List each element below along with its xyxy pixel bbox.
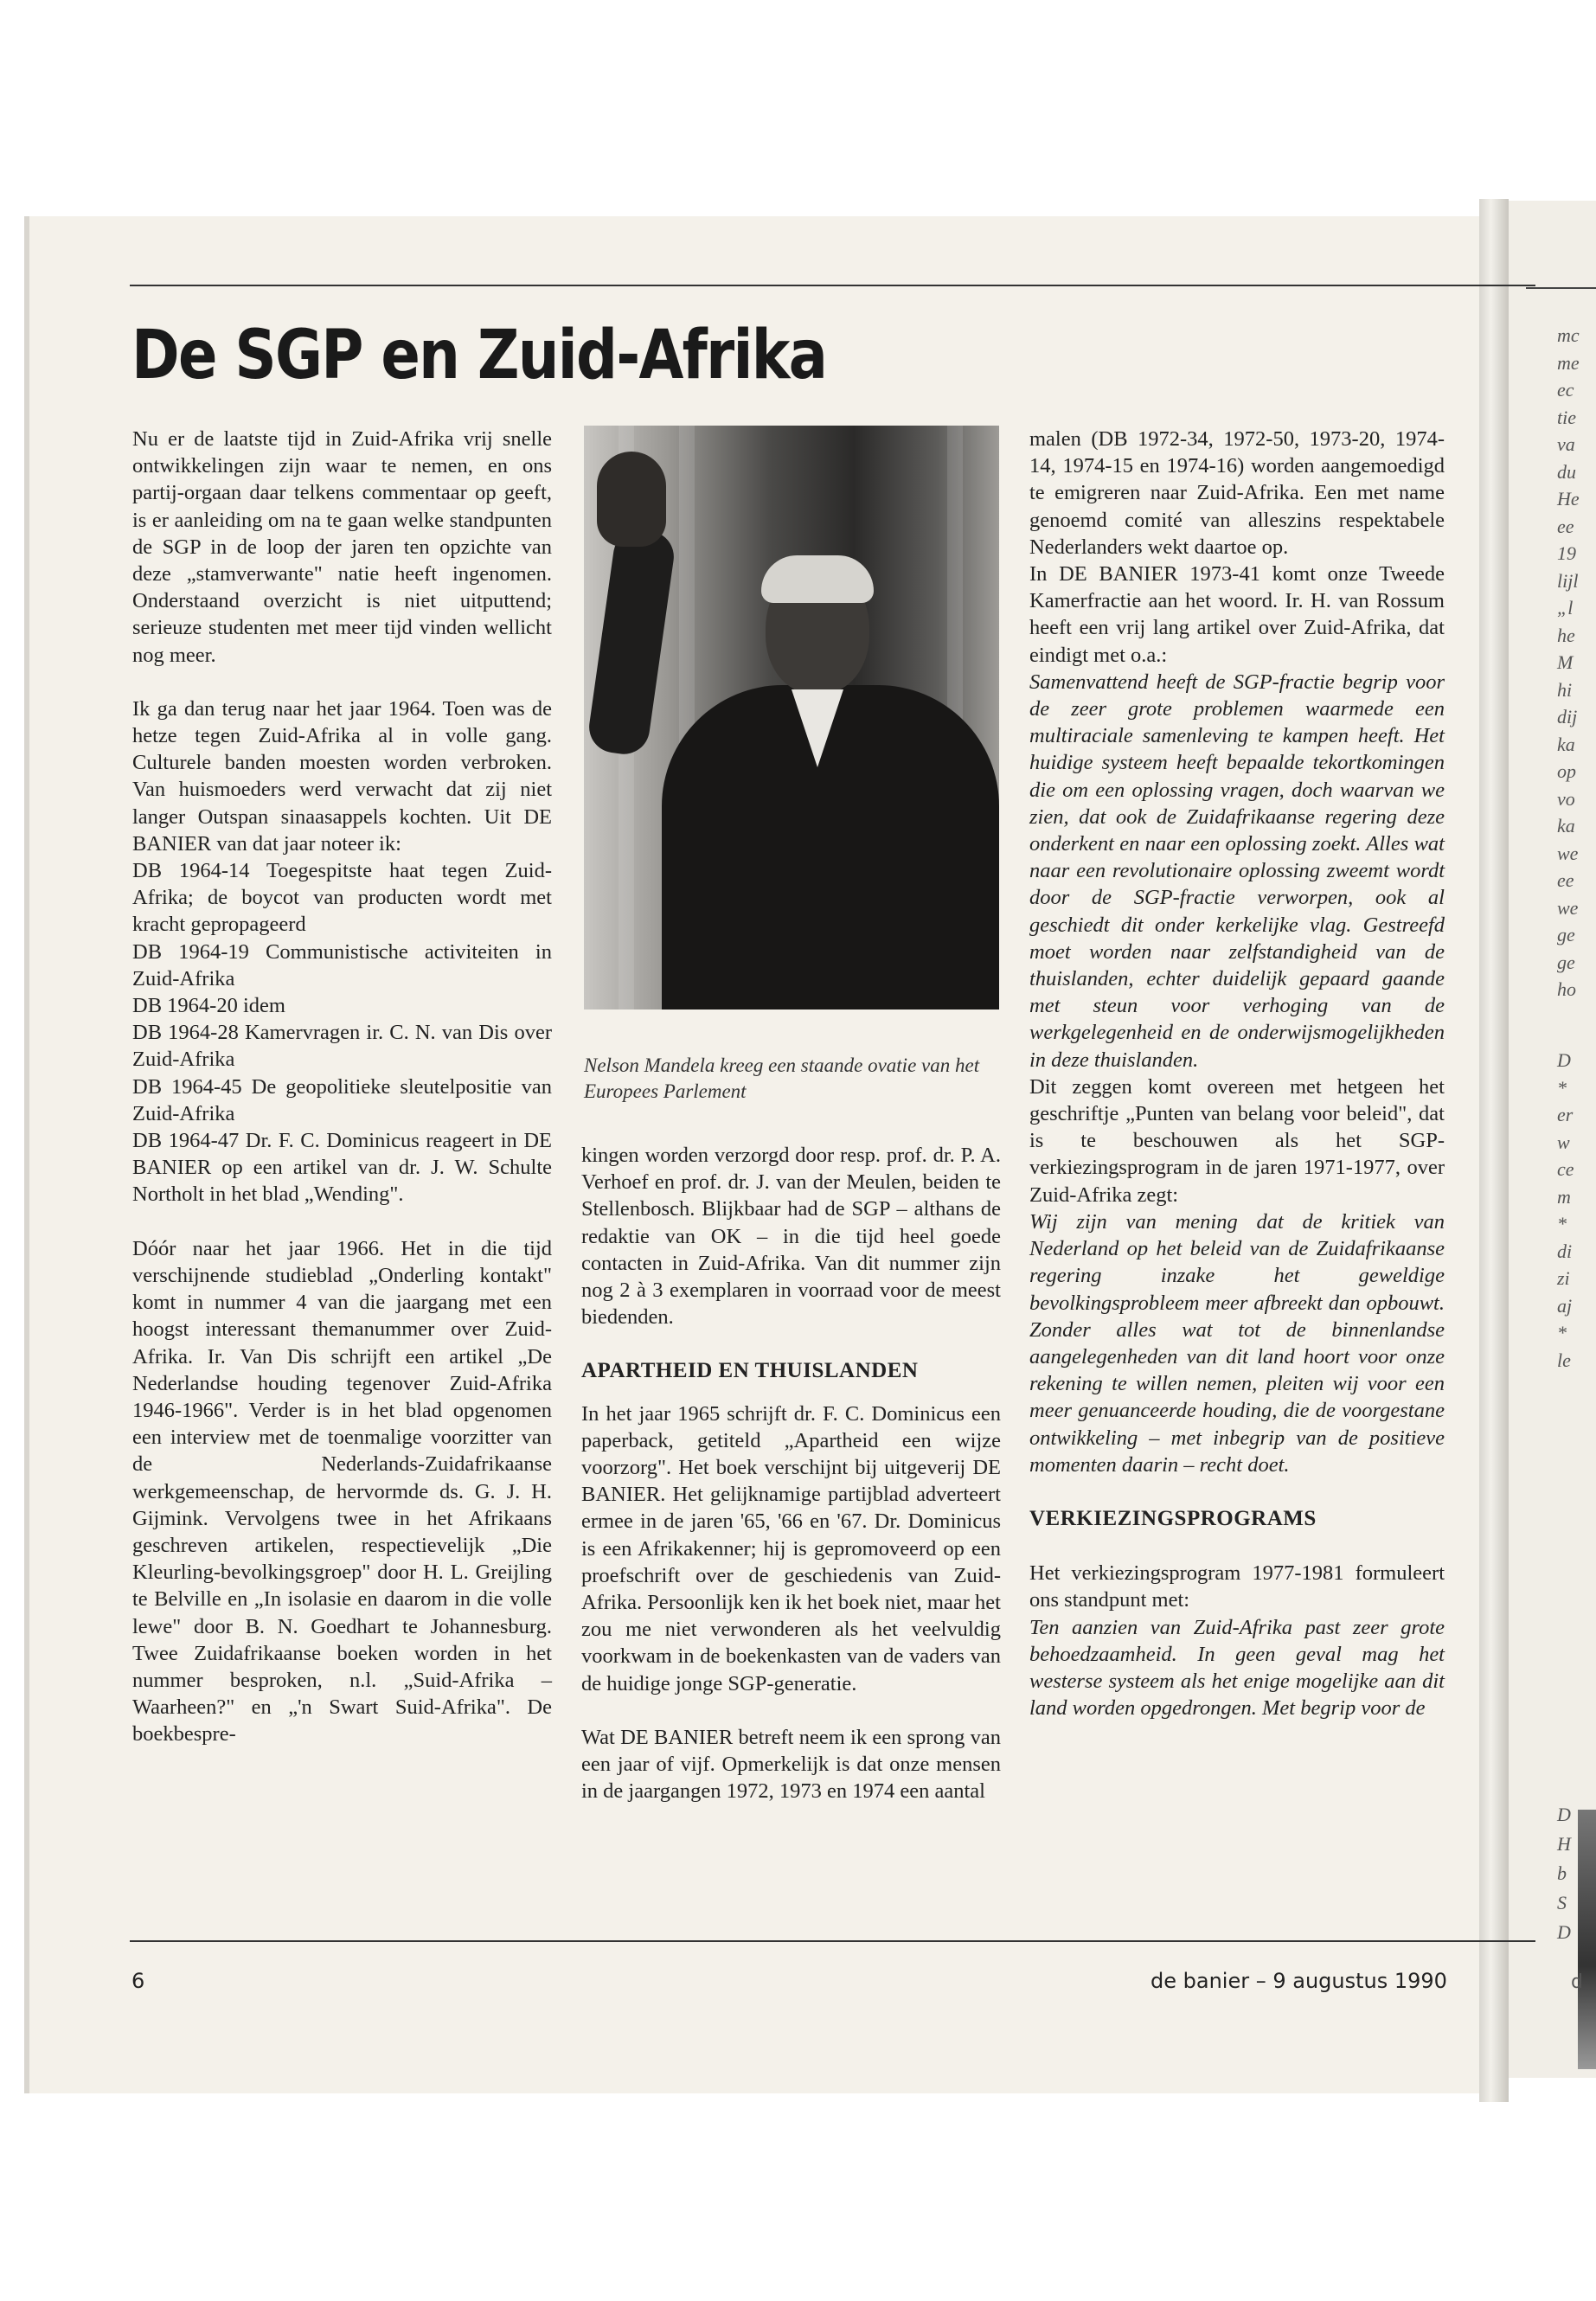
next-page-fragment: dij — [1557, 706, 1578, 727]
next-page-fragment: ka — [1557, 815, 1575, 836]
mandela-photo — [584, 426, 999, 1009]
photo-figure-hand — [597, 452, 666, 547]
next-page-fragment: D — [1557, 1804, 1571, 1825]
next-page-fragment: D — [1557, 1049, 1571, 1071]
next-page-fragment: 19 — [1557, 542, 1576, 564]
page-spine — [1479, 199, 1509, 2102]
next-page-fragment: ho — [1557, 978, 1576, 1000]
heading-apartheid: APARTHEID EN THUISLANDEN — [581, 1359, 919, 1383]
next-page-fragment: aj — [1557, 1294, 1573, 1317]
next-page-fragment: le — [1557, 1349, 1571, 1371]
next-page-fragment: hi — [1557, 678, 1573, 701]
paragraph-punten-van-belang: Dit zeggen komt overeen met hetgeen het geschriftje „Punten van belang voor beleid", dat is te beschouwen als het SGP-verkiezingsprogram in de jaren 1971-1977, over Zuid-Afrika zegt: — [1029, 1074, 1445, 1207]
quote-program-1971: Wij zijn van mening dat de kritiek van Nederland op het beleid van de Zuidafrikaanse regering inzake het geweldige bevolkingsprobleem meer afbreekt dan opbouwt. Zonder alles wat tot de binnenlandse aangelegenheden van dit land hoort voor onze rekening te willen nemen, pleiten wij voor een meer genuanceerde houding, die de voorgestane ontwikkeling – met inbegrip van de positieve momenten daarin – recht doet. — [1029, 1209, 1445, 1477]
next-page-fragment: ce — [1557, 1158, 1574, 1180]
next-page-photo-edge — [1578, 1810, 1596, 2069]
photo-figure-body — [662, 685, 999, 1009]
next-page-fragment: w — [1557, 1131, 1570, 1153]
paragraph-banier-sprong: Wat DE BANIER betreft neem ik een sprong van een jaar of vijf. Opmerkelijk is dat onze mensen in de jaargangen 1972, 1973 en 1974 een aantal — [581, 1725, 1001, 1804]
next-page-fragment: * — [1557, 1322, 1567, 1343]
paragraph-1965: In het jaar 1965 schrijft dr. F. C. Dominicus een paperback, getiteld „Apartheid een wijze voorzorg". Het boek verschijnt bij uitgeverij DE BANIER. Het gelijknamige partijblad adverteert ermee in de jaren '65, '66 en '67. Dr. Dominicus is een Afrikakenner; hij is gepromoveerd op een proefschrift over de geschiedenis van Zuid-Afrika. Persoonlijk ken ik het boek niet, maar het zou me niet verwonderen als het veelvuldig voorkwam in de boekenkasten van de vaders van de huidige jonge SGP-generatie. — [581, 1401, 1001, 1695]
next-page-fragment: ee — [1557, 515, 1574, 537]
next-page-fragment: zi — [1557, 1267, 1570, 1289]
top-rule — [130, 285, 1535, 286]
next-page-fragment: * — [1557, 1213, 1567, 1234]
next-page-fragment: b — [1557, 1862, 1567, 1884]
paragraph-intro: Nu er de laatste tijd in Zuid-Afrika vrij snelle ontwikkelingen zijn waar te nemen, en ons partij-orgaan daar telkens commentaar op geeft, is er aanleiding om na te gaan welke standpunten de SGP in de loop der jaren ten opzichte van deze „stamverwante" natie heeft ingenomen. Onderstaand overzicht is niet uitputtend; serieuze studenten met meer tijd vinden wellicht nog meer. — [132, 427, 552, 667]
quote-program-1977: Ten aanzien van Zuid-Afrika past zeer grote behoedzaamheid. In geen geval mag het westerse systeem als het enige mogelijke aan dit land worden opgedrongen. Met begrip voor de — [1029, 1615, 1445, 1721]
photo-caption: Nelson Mandela kreeg een staande ovatie van het Europees Parlement — [584, 1054, 980, 1102]
next-page-fragment: va — [1557, 433, 1575, 455]
paragraph-1964: Ik ga dan terug naar het jaar 1964. Toen was de hetze tegen Zuid-Afrika al in volle gang. Culturele banden moesten worden verbroken. Van huismoeders werd verwacht dat zij niet langer Outspan sinaasappels kochten. Uit DE BANIER van dat jaar noteer ik: DB 1964-14 Toegespitste haat tegen Zuid-Afrika; de boycot van producten wordt met kracht gepropageerd DB 1964-19 Communistische activiteiten in Zuid-Afrika DB 1964-20 idem DB 1964-28 Kamervragen ir. C. N. van Dis over Zuid-Afrika DB 1964-45 De geopolitieke sleutelpositie van Zuid-Afrika DB 1964-47 Dr. F. C. Dominicus reageert in DE BANIER op een artikel van dr. J. W. Schulte Northolt in het blad „Wending". — [132, 696, 552, 1207]
next-page-fragment: ka — [1557, 733, 1575, 755]
paragraph-program-1977: Het verkiezingsprogram 1977-1981 formuleert ons standpunt met: — [1029, 1561, 1445, 1612]
next-page-fragment: we — [1557, 896, 1579, 919]
next-page-fragment: we — [1557, 842, 1579, 864]
next-page-fragment: er — [1557, 1104, 1574, 1125]
next-page-fragment: He — [1557, 488, 1580, 510]
photo-figure-arm — [586, 526, 677, 757]
next-page-fragment: du — [1557, 460, 1576, 483]
next-page-footer: d — [1571, 1971, 1583, 1993]
page-number: 6 — [131, 1969, 145, 1993]
next-page-fragment: ee — [1557, 869, 1574, 891]
next-page-fragment: * — [1557, 1076, 1567, 1099]
photo-figure-hair — [761, 555, 874, 603]
quote-van-rossum: Samenvattend heeft de SGP-fractie begrip voor de zeer grote problemen waarmede een multiraciale samenleving te kampen heeft. Het huidige systeem heeft bepaalde tekortkomingen die om een oplossing vragen, doch waarvan we zien, dat ook de Zuidafrikaanse regering deze onderkent en naar een oplossing zoekt. Alles wat naar een revolutionaire oplossing zweemt wordt door de SGP-fractie verworpen, ook al geschiedt dit onder kerkelijke vlag. Gestreefd moet worden naar zelfstandigheid van de thuislanden, echter duidelijk gepaard gaande met steun voor verhoging van de werkgelegenheid en de onderwijsmogelijkheden in deze thuislanden. — [1029, 670, 1445, 1072]
bottom-rule — [130, 1940, 1535, 1942]
next-page-fragment: mc — [1557, 324, 1580, 346]
next-page-fragment: lijl — [1557, 569, 1579, 592]
next-page-fragment: ge — [1557, 951, 1575, 973]
column-2 — [581, 1142, 1001, 1831]
column-1 — [132, 426, 552, 1775]
next-page-rule — [1526, 287, 1596, 289]
next-page-edge — [1509, 201, 1596, 2078]
issue-line: de banier – 9 augustus 1990 — [1151, 1969, 1447, 1993]
next-page-fragment: H — [1557, 1833, 1571, 1855]
next-page-fragment: op — [1557, 760, 1576, 782]
paragraph-boekbesprekingen: kingen worden verzorgd door resp. prof. dr. P. A. Verhoef en prof. dr. J. van der Meulen, beiden te Stellenbosch. Blijkbaar had de SGP – althans de redaktie van OK – in die tijd heel goede contacten in Zuid-Afrika. Van dit nummer zijn nog 2 à 3 exemplaren in voorraad voor de meest biedenden. — [581, 1144, 1001, 1330]
paragraph-emigreren: malen (DB 1972-34, 1972-50, 1973-20, 1974-14, 1974-15 en 1974-16) worden aangemoedigd te emigreren naar Zuid-Afrika. Een met name genoemd comité van alleszins respektabele Nederlanders wekt daartoe op. In DE BANIER 1973-41 komt onze Tweede Kamerfractie aan het woord. Ir. H. van Rossum heeft een vrij lang artikel over Zuid-Afrika, dat eindigt met o.a.: — [1029, 427, 1445, 667]
next-page-fragment: „l — [1557, 597, 1574, 619]
next-page-fragment: vo — [1557, 787, 1575, 810]
next-page-fragment: m — [1557, 1185, 1571, 1208]
paragraph-1966: Dóór naar het jaar 1966. Het in die tijd verschijnende studieblad „Onderling kontakt" komt in nummer 4 van die jaargang met een hoogst interessant themanummer over Zuid-Afrika. Ir. Van Dis schrijft een artikel „De Nederlandse houding tegenover Zuid-Afrika 1946-1966". Verder is in het blad opgenomen een interview met de toenmalige voorzitter van de Nederlands-Zuidafrikaanse werkgemeenschap, de hervormde ds. G. J. H. Gijmink. Vervolgens twee in het Afrikaans geschreven artikelen, respectievelijk „Die Kleurling-bevolkingsgroep" door H. L. Greijling te Belville en „In isolasie en daarom in die volle lewe" door B. N. Goedhart te Johannesburg. Twee Zuidafrikaanse boeken worden in het nummer besproken, n.l. „Suid-Afrika – Waarheen?" en „'n Swart Suid-Afrika". De boekbespre- — [132, 1236, 552, 1747]
next-page-fragment: ec — [1557, 379, 1574, 401]
heading-verkiezingsprograms: VERKIEZINGSPROGRAMS — [1029, 1506, 1317, 1530]
next-page-fragment: he — [1557, 624, 1575, 646]
next-page-fragment: di — [1557, 1240, 1573, 1262]
next-page-fragment: S — [1557, 1892, 1567, 1913]
next-page-fragment: tie — [1557, 406, 1576, 428]
next-page-fragment: ge — [1557, 924, 1575, 945]
next-page-fragment: M — [1557, 651, 1574, 673]
next-page-fragment: me — [1557, 351, 1580, 374]
next-page-fragment: D — [1557, 1921, 1571, 1943]
article-title: De SGP en Zuid-Afrika — [131, 317, 827, 394]
column-3 — [1029, 426, 1445, 1748]
